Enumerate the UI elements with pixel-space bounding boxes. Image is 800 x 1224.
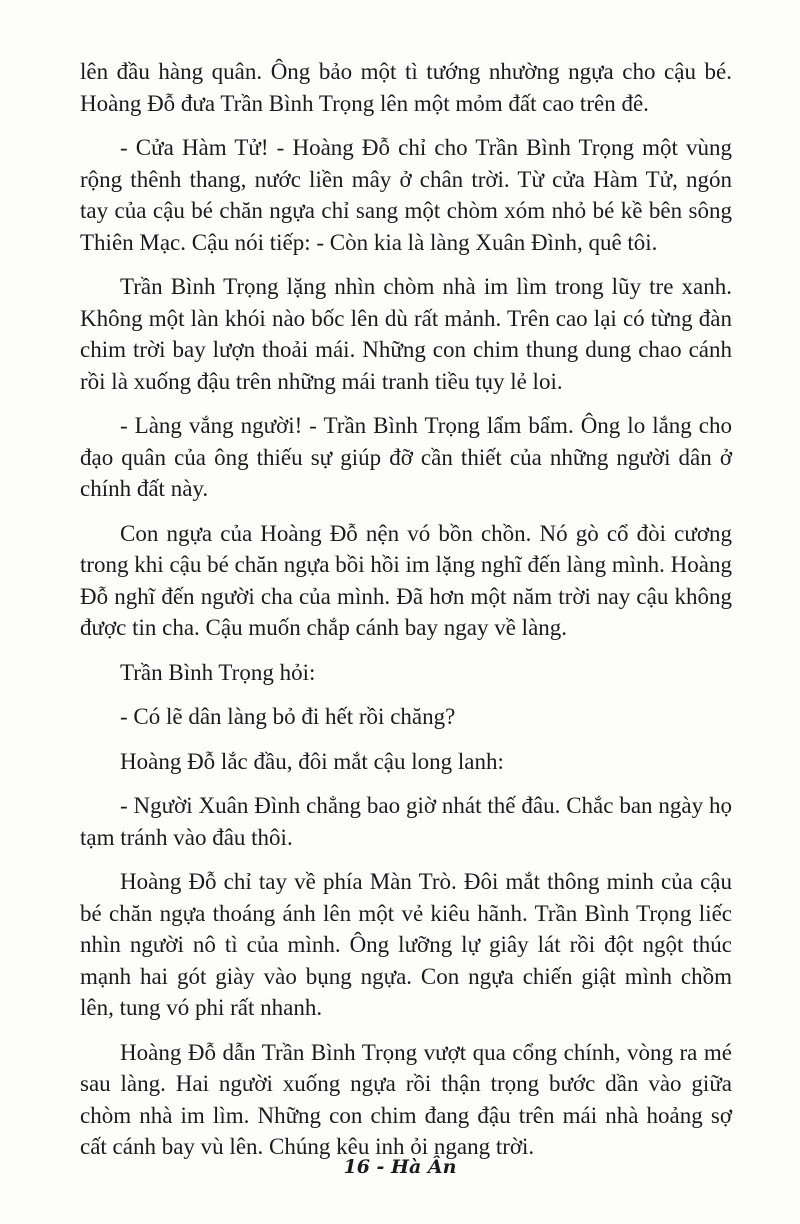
paragraph: Hoàng Đỗ dẫn Trần Bình Trọng vượt qua cổng chính, vòng ra mé sau làng. Hai người xuống ngựa rồi thận trọng bước dần vào giữa chòm nhà im lìm. Những con chim đang đậu trên mái nhà hoảng sợ cất cánh bay vù lên. Chúng kêu inh ỏi ngang trời. xyxy=(80,1039,732,1159)
paragraph: - Người Xuân Đình chẳng bao giờ nhát thế đâu. Chắc ban ngày họ tạm tránh vào đâu thôi. xyxy=(80,793,732,850)
paragraph: Con ngựa của Hoàng Đỗ nện vó bồn chồn. Nó gò cổ đòi cương trong khi cậu bé chăn ngựa bồi hồi im lặng nghĩ đến làng mình. Hoàng Đỗ nghĩ đến người cha của mình. Đã hơn một năm trời nay cậu không được tin cha. Cậu muốn chắp cánh bay ngay về làng. xyxy=(80,520,732,640)
paragraph: - Làng vắng người! - Trần Bình Trọng lẩm bẩm. Ông lo lắng cho đạo quân của ông thiếu sự giúp đỡ cần thiết của những người dân ở chính đất này. xyxy=(80,413,732,501)
paragraph: Trần Bình Trọng lặng nhìn chòm nhà im lìm trong lũy tre xanh. Không một làn khói nào bốc lên dù rất mảnh. Trên cao lại có từng đàn chim trời bay lượn thoải mái. Những con chim thung dung chao cánh rồi là xuống đậu trên những mái tranh tiều tụy lẻ loi. xyxy=(80,274,732,394)
paragraph-continued: lên đầu hàng quân. Ông bảo một tì tướng nhường ngựa cho cậu bé. Hoàng Đỗ đưa Trần Bình Trọng lên một mỏm đất cao trên đê. xyxy=(80,59,732,116)
paragraph: Trần Bình Trọng hỏi: xyxy=(120,659,316,685)
paragraph: Hoàng Đỗ lắc đầu, đôi mắt cậu long lanh: xyxy=(120,748,504,774)
page-footer: 16 - Hà Ân xyxy=(343,1156,457,1178)
body-text xyxy=(80,56,732,1176)
paragraph: - Cửa Hàm Tử! - Hoàng Đỗ chỉ cho Trần Bình Trọng một vùng rộng thênh thang, nước liền mây ở chân trời. Từ cửa Hàm Tử, ngón tay của cậu bé chăn ngựa chỉ sang một chòm xóm nhỏ bé kề bên sông Thiên Mạc. Cậu nói tiếp: - Còn kia là làng Xuân Đình, quê tôi. xyxy=(80,135,732,255)
paragraph: Hoàng Đỗ chỉ tay về phía Màn Trò. Đôi mắt thông minh của cậu bé chăn ngựa thoáng ánh lên một vẻ kiêu hãnh. Trần Bình Trọng liếc nhìn người nô tì của mình. Ông lưỡng lự giây lát rồi đột ngột thúc mạnh hai gót giày vào bụng ngựa. Con ngựa chiến giật mình chồm lên, tung vó phi rất nhanh. xyxy=(80,869,732,1020)
paragraph: - Có lẽ dân làng bỏ đi hết rồi chăng? xyxy=(120,704,456,729)
